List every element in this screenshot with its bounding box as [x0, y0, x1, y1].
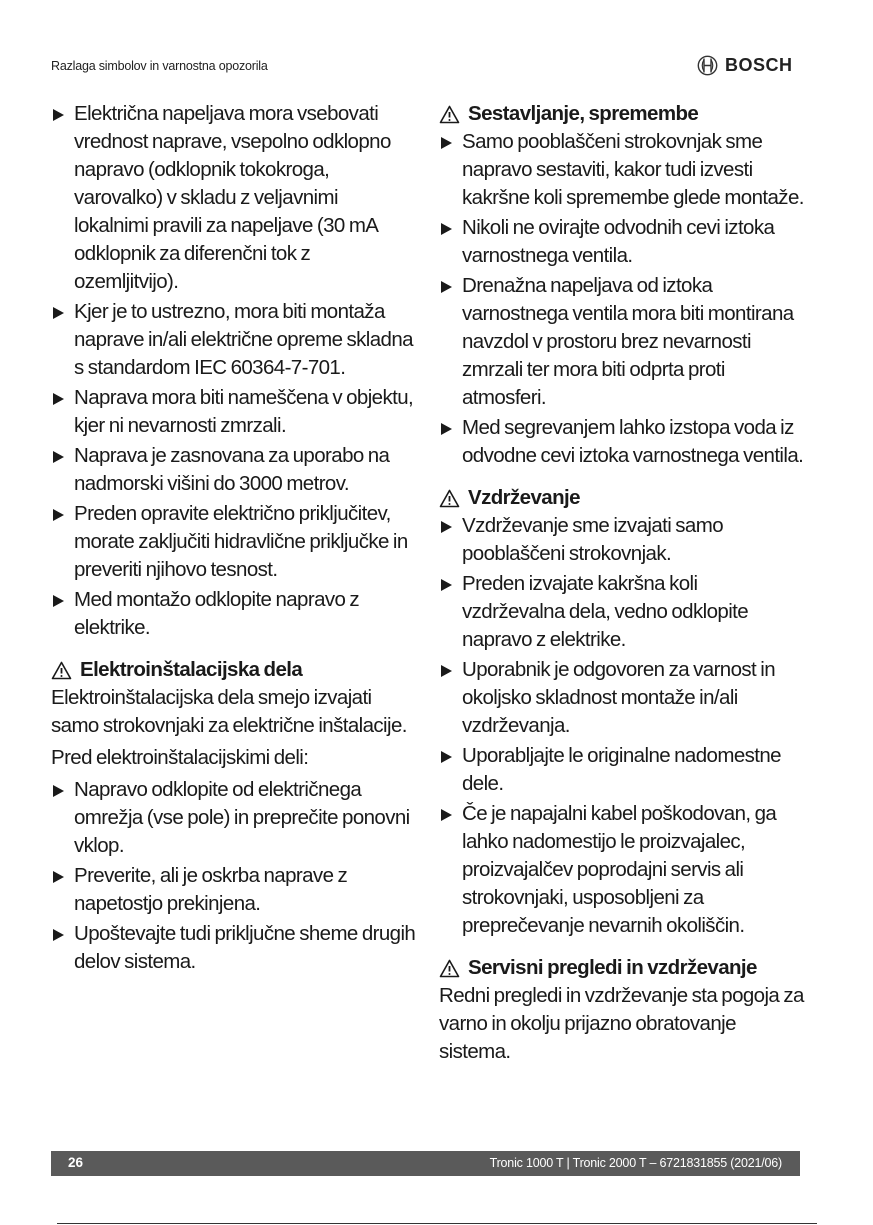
document-id: Tronic 1000 T | Tronic 2000 T – 6721831855 (2021/06) — [489, 1156, 782, 1170]
list-item: Nikoli ne ovirajte odvodnih cevi iztoka varnostnega ventila. — [439, 214, 804, 270]
bullet-arrow-icon — [53, 929, 64, 941]
list-item: Preden opravite električno priključitev, morate zaključiti hidravlične priključke in preveriti njihovo tesnost. — [51, 500, 416, 584]
list-item: Uporabljajte le originalne nadomestne dele. — [439, 742, 804, 798]
list-item: Med montažo odklopite napravo z elektrike. — [51, 586, 416, 642]
bullet-arrow-icon — [53, 109, 64, 121]
list-item: Napravo odklopite od električnega omrežja (vse pole) in preprečite ponovni vklop. — [51, 776, 416, 860]
bullet-arrow-icon — [53, 595, 64, 607]
list-item: Uporabnik je odgovoren za varnost in okoljsko skladnost montaže in/ali vzdrževanja. — [439, 656, 804, 740]
list-item: Naprava je zasnovana za uporabo na nadmorski višini do 3000 metrov. — [51, 442, 416, 498]
list-item: Preverite, ali je oskrba naprave z napetostjo prekinjena. — [51, 862, 416, 918]
bullet-arrow-icon — [441, 281, 452, 293]
list-item: Samo pooblaščeni strokovnjak sme napravo sestaviti, kakor tudi izvesti kakršne koli spremembe glede montaže. — [439, 128, 804, 212]
bullet-arrow-icon — [441, 423, 452, 435]
paragraph: Elektroinštalacijska dela smejo izvajati samo strokovnjaki za električne inštalacije. — [51, 686, 407, 737]
bottom-divider — [57, 1223, 817, 1224]
bullet-arrow-icon — [441, 665, 452, 677]
list-item: Drenažna napeljava od iztoka varnostnega ventila mora biti montirana navzdol v prostoru brez nevarnosti zmrzali ter mora biti odprta proti atmosferi. — [439, 272, 804, 412]
page-number: 26 — [68, 1155, 84, 1170]
bullet-arrow-icon — [441, 521, 452, 533]
section-heading-maintenance: Vzdrževanje — [439, 484, 804, 512]
bullet-arrow-icon — [53, 307, 64, 319]
bullet-arrow-icon — [53, 785, 64, 797]
list-item: Upoštevajte tudi priključne sheme drugih delov sistema. — [51, 920, 416, 976]
bullet-arrow-icon — [441, 809, 452, 821]
paragraph: Pred elektroinštalacijskimi deli: — [51, 746, 309, 769]
paragraph: Redni pregledi in vzdrževanje sta pogoja za varno in okolju prijazno obratovanje sistema. — [439, 984, 804, 1063]
bullet-arrow-icon — [53, 393, 64, 405]
bullet-arrow-icon — [53, 509, 64, 521]
list-item: Preden izvajate kakršna koli vzdrževalna dela, vedno odklopite napravo z elektrike. — [439, 570, 804, 654]
header-section-title: Razlaga simbolov in varnostna opozorila — [51, 59, 268, 73]
warning-icon — [51, 661, 72, 680]
bullet-arrow-icon — [441, 579, 452, 591]
bullet-arrow-icon — [441, 223, 452, 235]
brand-name: BOSCH — [725, 55, 793, 75]
list-item: Če je napajalni kabel poškodovan, ga lahko nadomestijo le proizvajalec, proizvajalčev poprodajni servis ali strokovnjaki, usposobljeni za preprečevanje nevarnih okoliščin. — [439, 800, 804, 940]
bullet-arrow-icon — [53, 871, 64, 883]
section-heading-assembly: Sestavljanje, spremembe — [439, 100, 804, 128]
right-column — [439, 100, 804, 1070]
section-heading-service: Servisni pregledi in vzdrževanje — [439, 954, 804, 982]
section-heading-electrical: Elektroinštalacijska dela — [51, 656, 416, 684]
warning-icon — [439, 105, 460, 124]
list-item: Med segrevanjem lahko izstopa voda iz odvodne cevi iztoka varnostnega ventila. — [439, 414, 804, 470]
bullet-arrow-icon — [441, 751, 452, 763]
bosch-armature-icon — [697, 55, 718, 76]
left-column — [51, 100, 416, 978]
bullet-arrow-icon — [53, 451, 64, 463]
list-item: Naprava mora biti nameščena v objektu, kjer ni nevarnosti zmrzali. — [51, 384, 416, 440]
list-item: Vzdrževanje sme izvajati samo pooblaščeni strokovnjak. — [439, 512, 804, 568]
list-item: Električna napeljava mora vsebovati vrednost naprave, vsepolno odklopno napravo (odklopnik tokokroga, varovalko) v skladu z veljavnimi lokalnimi pravili za napeljave (30 mA odklopnik za diferenčni tok z ozemljitvijo). — [51, 100, 416, 296]
footer-bar — [51, 1151, 800, 1176]
list-item: Kjer je to ustrezno, mora biti montaža naprave in/ali električne opreme skladna s standardom IEC 60364-7-701. — [51, 298, 416, 382]
warning-icon — [439, 489, 460, 508]
warning-icon — [439, 959, 460, 978]
bosch-logo — [697, 55, 793, 76]
bullet-arrow-icon — [441, 137, 452, 149]
